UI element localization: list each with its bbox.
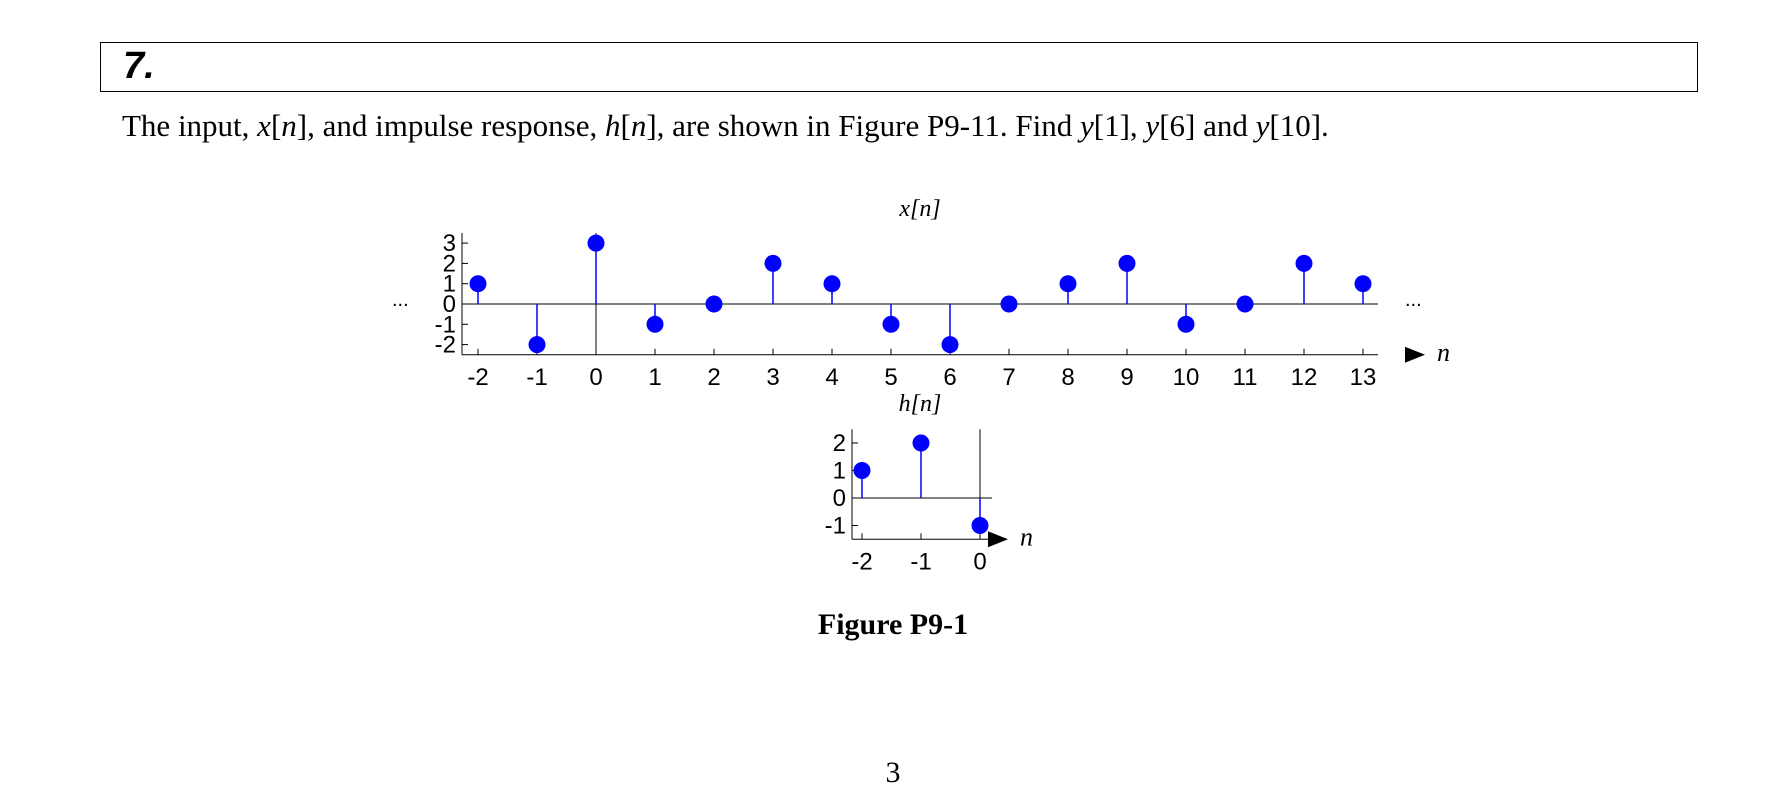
y-tick-label: 2	[832, 430, 846, 457]
stem-marker	[1060, 275, 1077, 292]
math-symbol: n	[281, 108, 297, 143]
text-part: ,	[1129, 108, 1146, 143]
problem-statement: The input, x[n], and impulse response, h[n], are shown in Figure P9-11. Find y[1], y[6] and y[10].	[122, 108, 1329, 143]
x-tick-label: 8	[1061, 363, 1075, 391]
y-tick-label: 0	[442, 291, 456, 318]
text-part: and	[1195, 108, 1256, 143]
x-tick-label: 10	[1172, 363, 1200, 391]
plot-title: x[n]	[899, 196, 941, 222]
stem-marker	[1119, 255, 1136, 272]
stem-marker	[972, 517, 989, 534]
stem-marker	[1296, 255, 1313, 272]
math-argument: 10	[1279, 108, 1311, 143]
y-tick-label: -1	[824, 512, 846, 540]
stem-marker	[942, 336, 959, 353]
stem-marker	[470, 275, 487, 292]
stem-marker	[529, 336, 546, 353]
plot-title: h[n]	[898, 391, 942, 417]
stem-marker	[913, 435, 930, 452]
math-symbol: y	[1255, 108, 1270, 143]
figure-caption: Figure P9-1	[817, 608, 969, 641]
y-tick-label: 1	[442, 270, 456, 298]
x-tick-label: -1	[526, 363, 548, 391]
stem-marker	[647, 316, 664, 333]
x-tick-label: 5	[884, 363, 898, 391]
math-symbol: y	[1145, 108, 1160, 143]
n-arrow-icon	[988, 531, 1008, 547]
y-tick-label: -1	[434, 311, 456, 339]
text-part: , and impulse response,	[307, 108, 605, 143]
ellipsis-right: ...	[1405, 289, 1422, 311]
stem-marker	[588, 235, 605, 252]
x-axis-label: n	[1020, 522, 1033, 552]
math-symbol: n	[630, 108, 647, 143]
text-part: The input,	[122, 108, 258, 143]
stem-marker	[1237, 296, 1254, 313]
ellipsis-left: ...	[392, 289, 409, 311]
stem-marker	[854, 462, 871, 479]
x-axis-label: n	[1437, 337, 1450, 367]
text-part: , are shown in Figure P9-11. Find	[656, 108, 1080, 143]
stem-marker	[883, 316, 900, 333]
stem-marker	[765, 255, 782, 272]
x-tick-label: 13	[1349, 363, 1377, 391]
n-arrow-icon	[1405, 347, 1425, 363]
y-tick-label: 3	[442, 230, 456, 258]
text-part: .	[1321, 108, 1329, 143]
math-symbol: y	[1080, 108, 1094, 143]
x-tick-label: 0	[589, 363, 603, 391]
stem-marker	[1178, 316, 1195, 333]
y-tick-label: -2	[434, 331, 456, 359]
math-argument: 6	[1169, 108, 1186, 143]
x-tick-label: -1	[910, 548, 932, 576]
x-tick-label: 9	[1120, 363, 1134, 391]
x-tick-label: 3	[766, 363, 780, 391]
x-tick-label: 12	[1290, 363, 1318, 391]
math-symbol: x	[257, 108, 271, 143]
stem-marker	[1355, 275, 1372, 292]
x-tick-label: 1	[648, 363, 662, 391]
y-tick-label: 1	[832, 457, 846, 485]
x-tick-label: 2	[707, 363, 721, 391]
x-tick-label: 0	[973, 548, 987, 576]
stem-marker	[824, 275, 841, 292]
x-tick-label: 4	[825, 363, 839, 391]
math-argument: 1	[1104, 108, 1120, 143]
y-tick-label: 2	[442, 250, 456, 278]
y-tick-label: 0	[832, 485, 846, 512]
x-tick-label: 6	[943, 363, 957, 391]
x-tick-label: -2	[467, 363, 489, 391]
page-number: 3	[885, 756, 901, 789]
stem-marker	[1001, 296, 1018, 313]
stem-marker	[706, 296, 723, 313]
problem-number: 7.	[123, 45, 155, 87]
x-tick-label: -2	[851, 548, 873, 576]
math-symbol: h	[604, 108, 621, 143]
x-tick-label: 11	[1232, 363, 1258, 391]
x-tick-label: 7	[1002, 363, 1016, 391]
